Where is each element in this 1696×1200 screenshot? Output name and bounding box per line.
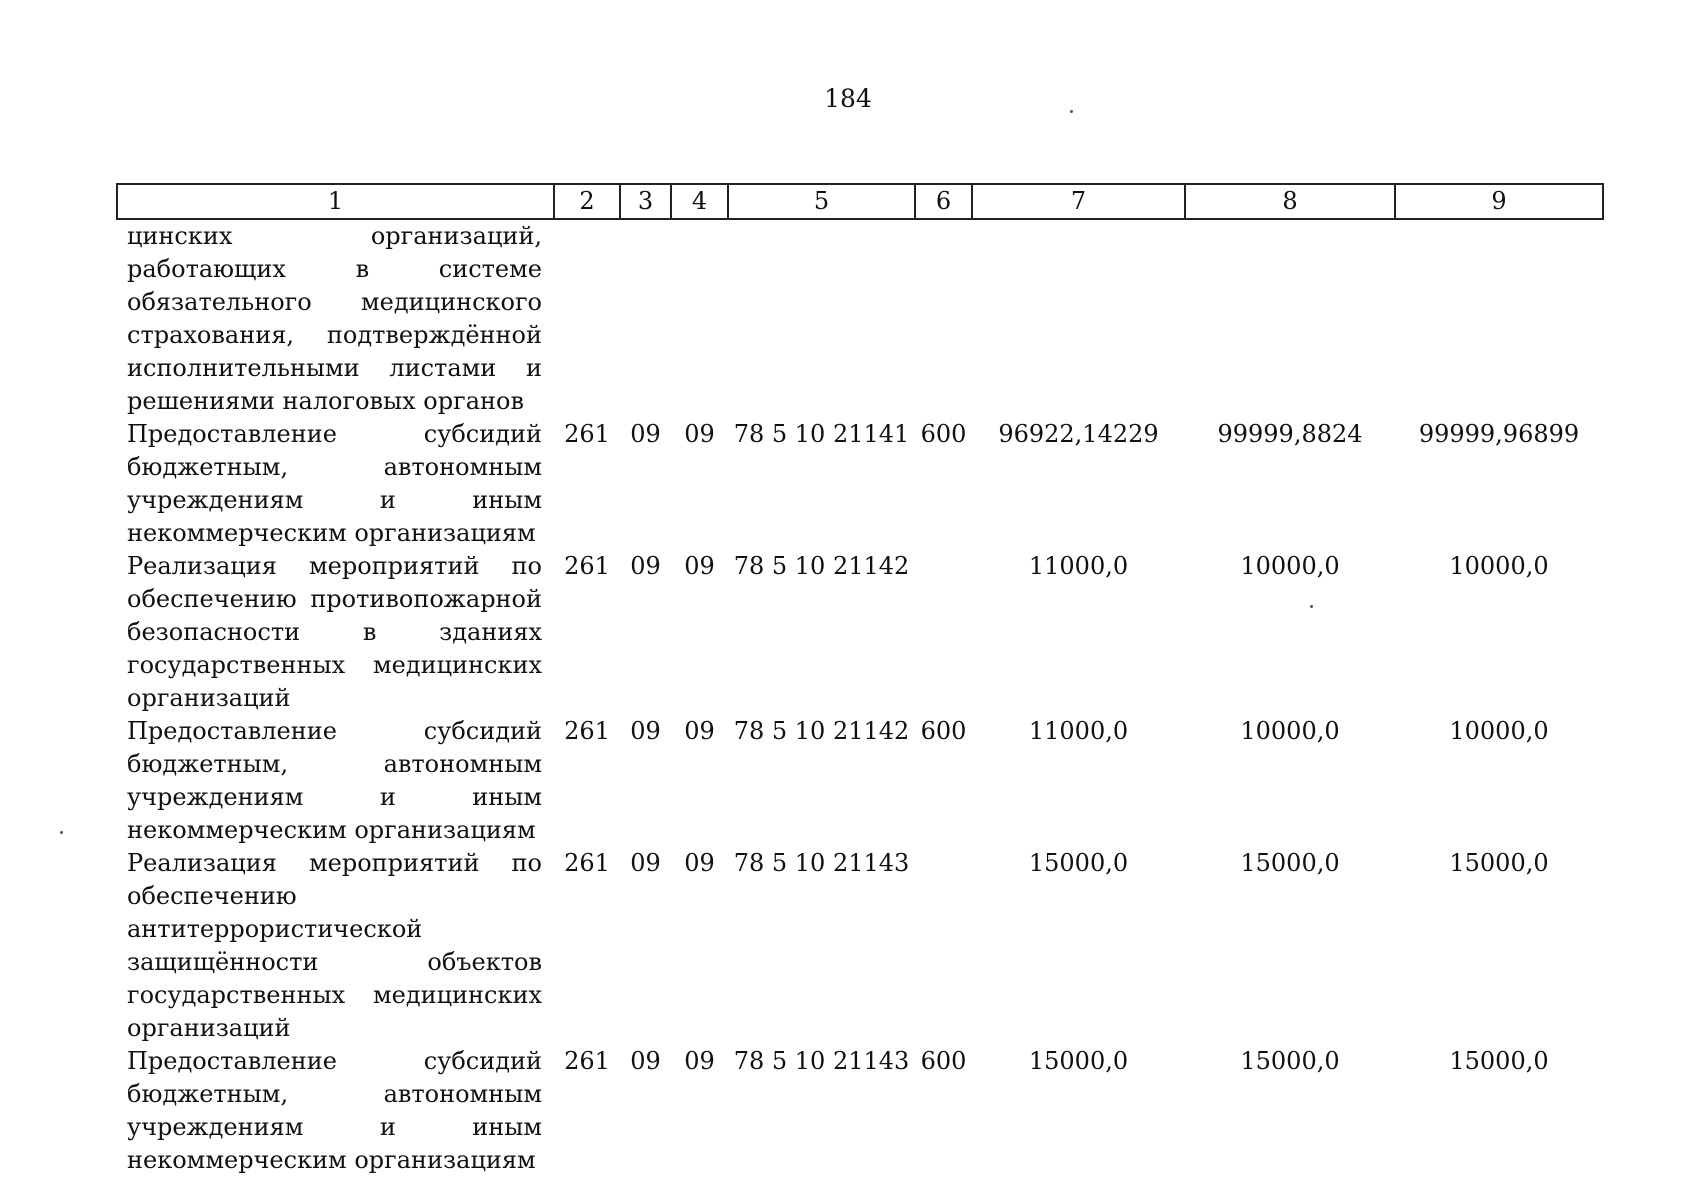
- cell-target-code: 78 5 10 21142: [733, 717, 910, 745]
- cell-target-code: 78 5 10 21141: [733, 420, 910, 448]
- cell-amount-year1: 15000,0: [1028, 849, 1129, 877]
- cell-expense-type: [915, 550, 972, 715]
- cell-ministry: 261: [564, 1047, 610, 1075]
- column-header: 9: [1395, 184, 1603, 219]
- cell-section: 09: [630, 849, 661, 877]
- cell-ministry: 261: [564, 552, 610, 580]
- row-description: цинских организаций, работающих в системе обязательного медицинского страхования, подтверждённой исполнительными листами и решениями налоговых органов: [127, 222, 542, 415]
- cell-amount-year3: 15000,0: [1449, 849, 1549, 877]
- column-header: 1: [117, 184, 554, 219]
- cell-target-code: 78 5 10 21143: [733, 1047, 910, 1075]
- cell-amount-year1: 11000,0: [1028, 717, 1129, 745]
- cell-expense-type: 600: [920, 420, 967, 448]
- cell-section: 09: [630, 552, 661, 580]
- column-header: 5: [728, 184, 915, 219]
- cell-amount-year1: 15000,0: [1028, 1047, 1129, 1075]
- cell-ministry: 261: [564, 717, 610, 745]
- page-number: 184: [824, 84, 872, 113]
- table-row: [117, 418, 1603, 550]
- cell-amount-year1: 96922,14229: [998, 420, 1159, 448]
- cell-amount-year3: 99999,96899: [1418, 420, 1580, 448]
- row-description: Предоставление субсидий бюджетным, автономным учреждениям и иным некоммерческим организациям: [127, 1047, 542, 1174]
- cell-expense-type: [915, 847, 972, 1045]
- column-header: 2: [554, 184, 620, 219]
- cell-amount-year2: 15000,0: [1240, 1047, 1340, 1075]
- table-row: [117, 219, 1603, 418]
- column-header: 4: [671, 184, 728, 219]
- table-row: [117, 847, 1603, 1045]
- cell-section: 09: [630, 1047, 661, 1075]
- cell-ministry: 261: [564, 849, 610, 877]
- cell-amount-year2: 99999,8824: [1217, 420, 1363, 448]
- row-description: Предоставление субсидий бюджетным, автономным учреждениям и иным некоммерческим организациям: [127, 717, 542, 844]
- cell-amount-year2: [1185, 219, 1395, 418]
- cell-subsection: [671, 219, 728, 418]
- cell-expense-type: 600: [920, 717, 967, 745]
- cell-section: 09: [630, 420, 661, 448]
- scan-speck: [60, 831, 63, 834]
- row-description: Реализация мероприятий по обеспечению антитеррористической защищённости объектов государственных медицинских организаций: [127, 849, 542, 1042]
- table-row: [117, 1045, 1603, 1177]
- cell-section: [620, 219, 671, 418]
- cell-section: 09: [630, 717, 661, 745]
- column-header: 8: [1185, 184, 1395, 219]
- cell-expense-type: 600: [920, 1047, 967, 1075]
- cell-subsection: 09: [684, 849, 715, 877]
- cell-amount-year2: 15000,0: [1240, 849, 1340, 877]
- column-header: 7: [972, 184, 1185, 219]
- cell-amount-year3: 10000,0: [1449, 717, 1549, 745]
- cell-amount-year3: 10000,0: [1449, 552, 1549, 580]
- cell-subsection: 09: [684, 717, 715, 745]
- cell-target-code: 78 5 10 21143: [733, 849, 910, 877]
- cell-amount-year1: [972, 219, 1185, 418]
- cell-ministry: 261: [564, 420, 610, 448]
- cell-subsection: 09: [684, 1047, 715, 1075]
- cell-amount-year1: 11000,0: [1028, 552, 1129, 580]
- row-description: Реализация мероприятий по обеспечению противопожарной безопасности в зданиях государственных медицинских организаций: [127, 552, 542, 712]
- table-header-row: [117, 184, 1603, 219]
- cell-target-code: 78 5 10 21142: [733, 552, 910, 580]
- cell-amount-year2: 10000,0: [1240, 552, 1340, 580]
- cell-amount-year2: 10000,0: [1240, 717, 1340, 745]
- cell-expense-type: [915, 219, 972, 418]
- cell-amount-year3: 15000,0: [1449, 1047, 1549, 1075]
- cell-target-code: [728, 219, 915, 418]
- cell-ministry: [554, 219, 620, 418]
- row-description: Предоставление субсидий бюджетным, автономным учреждениям и иным некоммерческим организациям: [127, 420, 542, 547]
- table-row: [117, 715, 1603, 847]
- table-row: [117, 550, 1603, 715]
- column-header: 3: [620, 184, 671, 219]
- scan-speck: [1310, 605, 1313, 608]
- budget-table: [116, 183, 1604, 1177]
- column-header: 6: [915, 184, 972, 219]
- scan-speck: [1070, 110, 1073, 113]
- cell-subsection: 09: [684, 420, 715, 448]
- cell-amount-year3: [1395, 219, 1603, 418]
- cell-subsection: 09: [684, 552, 715, 580]
